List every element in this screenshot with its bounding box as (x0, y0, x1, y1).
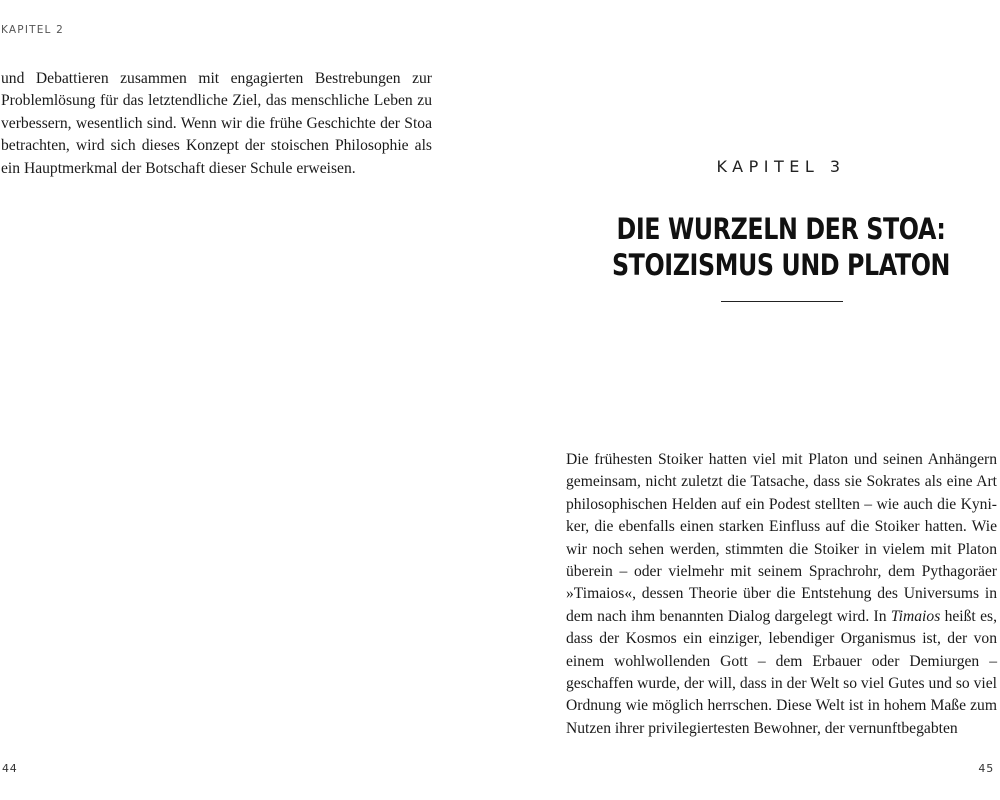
right-page (500, 0, 1000, 800)
italic-title: Timaios (890, 607, 941, 625)
page-number-left: 44 (2, 762, 18, 775)
body-text-left (1, 68, 432, 180)
chapter-title-line-2: STOIZISMUS UND PLATON (611, 248, 951, 282)
running-header: KAPITEL 2 (1, 24, 65, 36)
paragraph (566, 449, 997, 740)
chapter-label: KAPITEL 3 (716, 157, 846, 176)
text-segment: Die frühesten Stoiker hatten viel mit Platon und seinen Anhängern gemeinsam, nicht zuletzt die Tatsache, dass sie Sokrates als eine Art philosophischen Helden auf ein Podest stellten – wie auch die Kyniker, die ebenfalls einen starken Einfluss auf die Stoiker hatten. Wie wir noch sehen werden, stimmten die Stoiker in vielem mit Platon überein – oder vielmehr mit seinem Sprachrohr, dem Pythagoräer »Timaios«, dessen Theorie über die Entstehung des Universums in dem nach ihm benannten Dialog dargelegt wird. In (566, 451, 997, 625)
chapter-title-line-1: DIE WURZELN DER STOA: (616, 212, 946, 246)
chapter-title (551, 211, 1000, 283)
paragraph: und Debattieren zusammen mit engagierten Bestrebungen zur Problemlösung für das letztendliche Ziel, das menschliche Leben zu verbessern, wesentlich sind. Wenn wir die frühe Geschichte der Stoa betrachten, wird sich dieses Konzept der stoischen Philosophie als ein Hauptmerkmal der Botschaft dieser Schule erweisen. (1, 70, 432, 177)
body-text-right (566, 449, 997, 740)
page-number-right: 45 (978, 762, 994, 775)
text-segment: heißt es, dass der Kosmos ein einziger, lebendiger Organismus ist, der von einem wohlwollenden Gott – dem Erbauer oder Demiurgen – geschaffen wurde, der will, dass in der Welt so viel Gutes und so viel Ordnung wie möglich herrschen. Diese Welt ist in hohem Maße zum Nutzen ihrer privilegiertesten Bewohner, der vernunftbegabten (566, 607, 997, 737)
left-page (0, 0, 480, 800)
title-divider (721, 301, 843, 302)
